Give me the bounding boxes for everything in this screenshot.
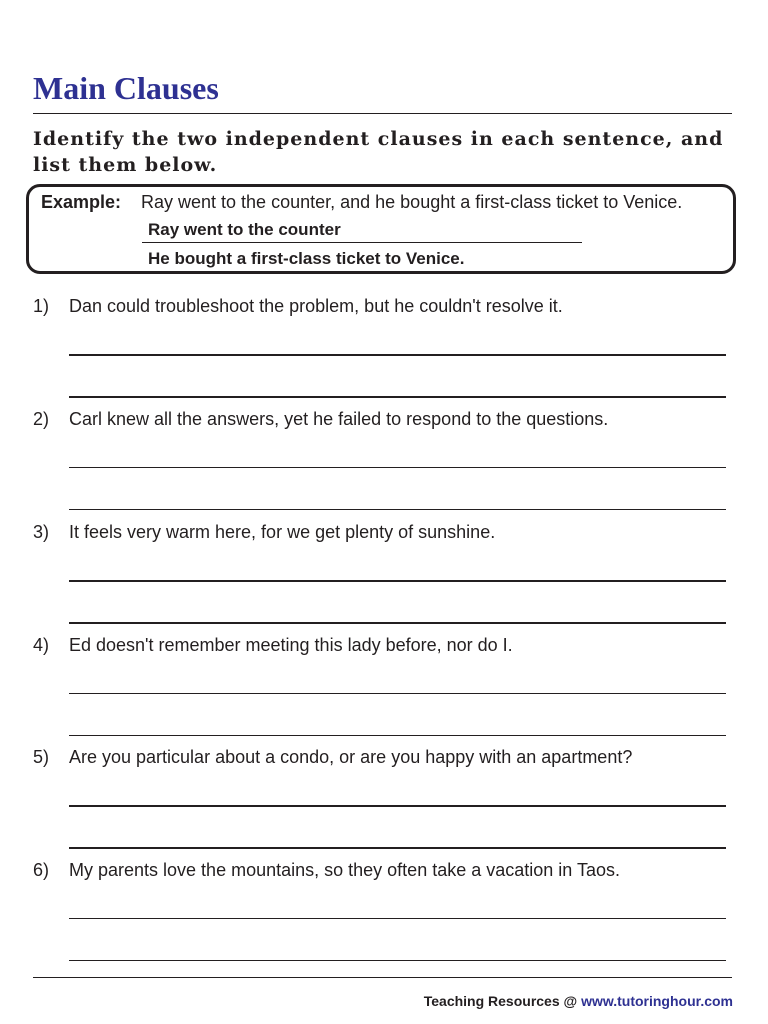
question-text: My parents love the mountains, so they often take a vacation in Taos. <box>69 860 620 880</box>
footer <box>424 992 733 1010</box>
question-text: It feels very warm here, for we get plenty of sunshine. <box>69 522 496 542</box>
answer-line-2[interactable] <box>69 396 726 398</box>
answer-line-2[interactable] <box>69 960 726 961</box>
question-number: 4) <box>33 635 50 655</box>
answer-line-1[interactable] <box>69 354 726 356</box>
question-text: Carl knew all the answers, yet he failed to respond to the questions. <box>69 409 609 429</box>
question-5 <box>0 745 768 858</box>
question-text: Ed doesn't remember meeting this lady before, nor do I. <box>69 635 513 655</box>
example-answer-1: Ray went to the counter <box>142 217 582 243</box>
question-2 <box>0 407 768 520</box>
answer-line-1[interactable] <box>69 918 726 919</box>
question-number: 3) <box>33 522 50 542</box>
page-title: Main Clauses <box>33 70 219 106</box>
question-6 <box>0 858 768 971</box>
answer-line-1[interactable] <box>69 580 726 582</box>
title-divider <box>33 113 732 114</box>
answer-line-1[interactable] <box>69 693 726 694</box>
answer-line-2[interactable] <box>69 622 726 624</box>
question-number: 6) <box>33 860 50 880</box>
answer-line-1[interactable] <box>69 805 726 807</box>
question-4 <box>0 633 768 746</box>
question-number: 1) <box>33 296 50 316</box>
footer-divider <box>33 977 732 978</box>
question-text: Dan could troubleshoot the problem, but he couldn't resolve it. <box>69 296 563 316</box>
question-1 <box>0 294 768 407</box>
example-answer-2: He bought a first-class ticket to Venice. <box>142 246 582 272</box>
question-3 <box>0 520 768 633</box>
example-sentence: Ray went to the counter, and he bought a first-class ticket to Venice. <box>141 192 683 212</box>
example-label: Example: <box>41 192 122 212</box>
question-number: 2) <box>33 409 50 429</box>
instructions: Identify the two independent clauses in each sentence, and list them below. <box>33 128 724 176</box>
question-text: Are you particular about a condo, or are you happy with an apartment? <box>69 747 633 767</box>
answer-line-1[interactable] <box>69 467 726 468</box>
answer-line-2[interactable] <box>69 735 726 736</box>
answer-line-2[interactable] <box>69 509 726 510</box>
answer-line-2[interactable] <box>69 847 726 849</box>
footer-link[interactable]: www.tutoringhour.com <box>581 993 733 1009</box>
question-number: 5) <box>33 747 50 767</box>
footer-label: Teaching Resources @ <box>423 993 582 1009</box>
